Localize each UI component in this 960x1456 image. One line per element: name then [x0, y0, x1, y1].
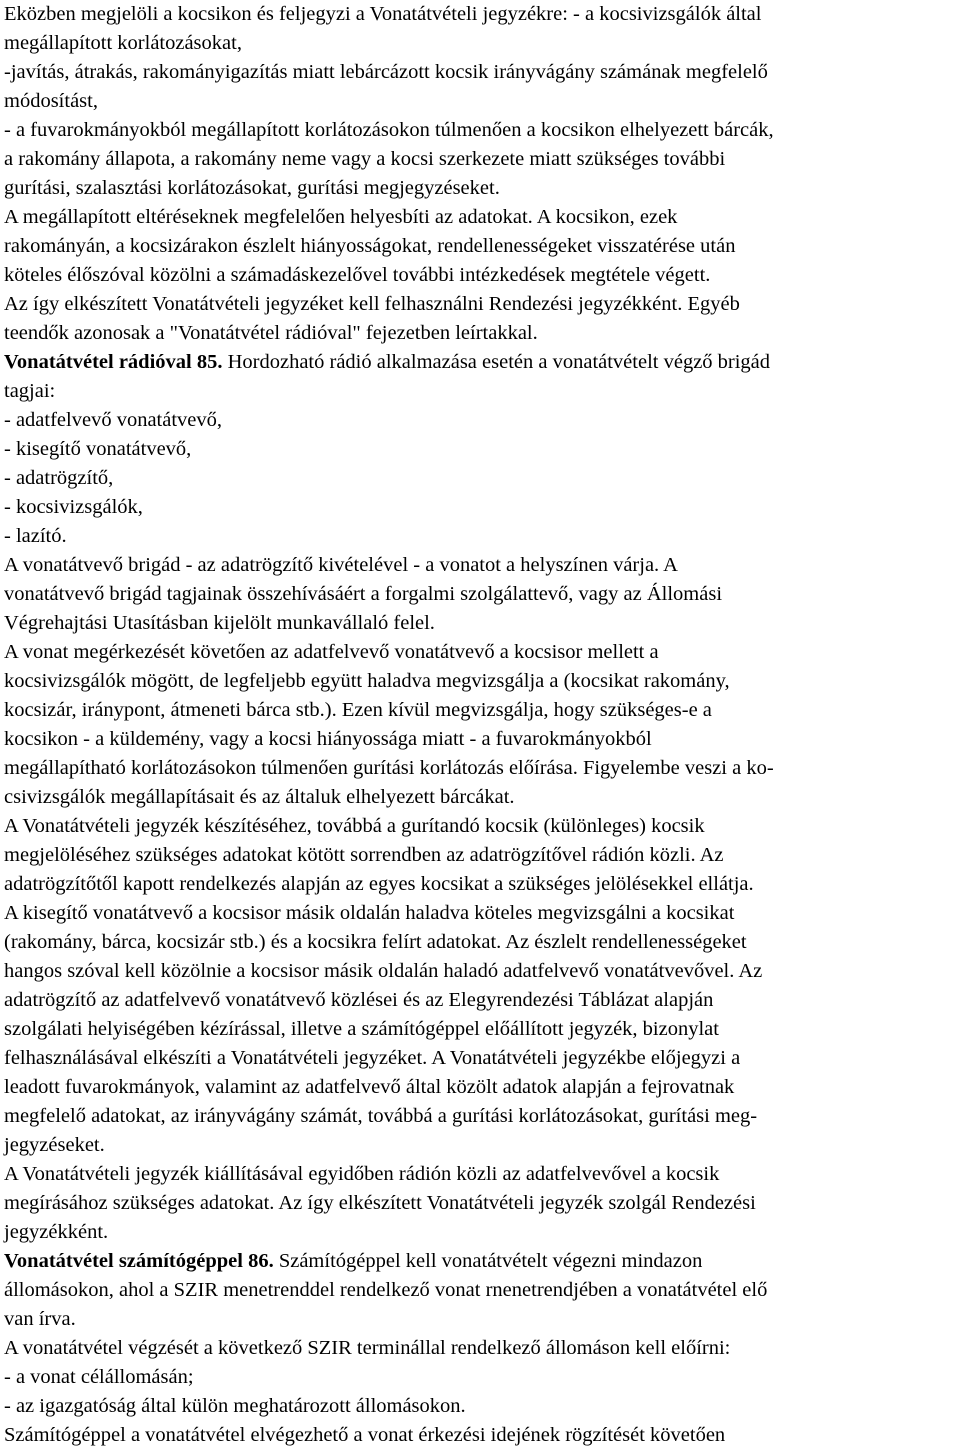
text-line: kocsikon - a küldemény, vagy a kocsi hiányossága miatt - a fuvarokmányokból: [4, 728, 652, 750]
text-line: -javítás, átrakás, rakományigazítás miatt lebárcázott kocsik irányvágány számának megfelelő: [4, 61, 768, 83]
text-line: Végrehajtási Utasításban kijelölt munkavállaló felel.: [4, 612, 435, 634]
text-line: adatrögzítő az adatfelvevő vonatátvevő közlései és az Elegyrendezési Táblázat alapján: [4, 989, 714, 1011]
text-line: leadott fuvarokmányok, valamint az adatfelvevő által közölt adatok alapján a fejrovatnak: [4, 1076, 735, 1098]
text-line: - adatfelvevő vonatátvevő,: [4, 409, 223, 431]
text-line: felhasználásával elkészíti a Vonatátvételi jegyzéket. A Vonatátvételi jegyzékbe előjegyzi a: [4, 1047, 741, 1069]
text-line: A kisegítő vonatátvevő a kocsisor másik oldalán haladva köteles megvizsgálni a kocsikat: [4, 902, 735, 924]
text-line: - kisegítő vonatátvevő,: [4, 438, 192, 460]
text-line: A vonatátvevő brigád - az adatrögzítő kivételével - a vonatot a helyszínen várja. A: [4, 554, 678, 576]
text-line: köteles élőszóval közölni a számadáskezelővel további intézkedések megtétele végett.: [4, 264, 711, 286]
text-line: gurítási, szalasztási korlátozásokat, gurítási megjegyzéseket.: [4, 177, 500, 199]
text-line: megírásához szükséges adatokat. Az így elkészített Vonatátvételi jegyzék szolgál Rendezési: [4, 1192, 756, 1214]
text-line: A Vonatátvételi jegyzék kiállításával egyidőben rádión közli az adatfelvevővel a kocsik: [4, 1163, 720, 1185]
text-line: [4, 1247, 956, 1276]
text-line: - az igazgatóság által külön meghatározott állomásokon.: [4, 1395, 466, 1417]
text-line: (rakomány, bárca, kocsizár stb.) és a kocsikra felírt adatokat. Az észlelt rendellenességeket: [4, 931, 747, 953]
text-line: A vonatátvétel végzését a következő SZIR terminállal rendelkező állomáson kell előírni:: [4, 1337, 731, 1359]
text-line: teendők azonosak a "Vonatátvétel rádióval" fejezetben leírtakkal.: [4, 322, 538, 344]
text-line: szolgálati helyiségében kézírással, illetve a számítógéppel előállított jegyzék, bizonylat: [4, 1018, 719, 1040]
text-line: A Vonatátvételi jegyzék készítéséhez, továbbá a gurítandó kocsik (különleges) kocsik: [4, 815, 705, 837]
text-line: megfelelő adatokat, az irányvágány számát, továbbá a gurítási korlátozásokat, gurítási meg-: [4, 1105, 758, 1127]
text-line: állomásokon, ahol a SZIR menetrenddel rendelkező vonat rnenetrendjében a vonatátvétel elő: [4, 1279, 768, 1301]
text-line: - lazító.: [4, 525, 67, 547]
text-line: jegyzéseket.: [4, 1134, 105, 1156]
text-line: jegyzékként.: [4, 1221, 109, 1243]
text-line: [4, 348, 956, 377]
text-line: tagjai:: [4, 380, 56, 402]
text-line: megjelöléséhez szükséges adatokat kötött sorrendben az adatrögzítővel rádión közli. Az: [4, 844, 724, 866]
text-line: Eközben megjelöli a kocsikon és feljegyzi a Vonatátvételi jegyzékre: - a kocsivizsgálók által: [4, 3, 762, 25]
text-line: megállapítható korlátozásokon túlmenően gurítási korlátozás előírása. Figyelembe veszi a ko-: [4, 757, 774, 779]
section-text: Számítógéppel kell vonatátvételt végezni mindazon: [273, 1250, 703, 1272]
document-page: [4, 0, 956, 1450]
text-line: Az így elkészített Vonatátvételi jegyzéket kell felhasználni Rendezési jegyzékként. Egyéb: [4, 293, 740, 315]
section-heading: Vonatátvétel rádióval 85.: [4, 351, 223, 373]
text-line: hangos szóval kell közölnie a kocsisor másik oldalán haladó adatfelvevő vonatátvevővel. Az: [4, 960, 763, 982]
text-line: kocsizár, iránypont, átmeneti bárca stb.). Ezen kívül megvizsgálja, hogy szükséges-e a: [4, 699, 712, 721]
section-heading: Vonatátvétel számítógéppel 86.: [4, 1250, 274, 1272]
text-line: csivizsgálók megállapításait és az általuk elhelyezett bárcákat.: [4, 786, 515, 808]
text-line: Számítógéppel a vonatátvétel elvégezhető a vonat érkezési idejének rögzítését követően: [4, 1424, 726, 1446]
text-line: megállapított korlátozásokat,: [4, 32, 242, 54]
text-line: A megállapított eltéréseknek megfelelően helyesbíti az adatokat. A kocsikon, ezek: [4, 206, 678, 228]
text-line: kocsivizsgálók mögött, de legfeljebb együtt haladva megvizsgálja a (kocsikat rakomány,: [4, 670, 730, 692]
text-line: A vonat megérkezését követően az adatfelvevő vonatátvevő a kocsisor mellett a: [4, 641, 659, 663]
text-line: a rakomány állapota, a rakomány neme vagy a kocsi szerkezete miatt szükséges további: [4, 148, 726, 170]
text-line: - kocsivizsgálók,: [4, 496, 143, 518]
text-line: módosítást,: [4, 90, 98, 112]
section-text: Hordozható rádió alkalmazása esetén a vonatátvételt végző brigád: [222, 351, 771, 373]
text-line: rakományán, a kocsizárakon észlelt hiányosságokat, rendellenességeket visszatérése után: [4, 235, 736, 257]
text-line: adatrögzítőtől kapott rendelkezés alapján az egyes kocsikat a szükséges jelölésekkel ellátja.: [4, 873, 754, 895]
text-line: - a fuvarokmányokból megállapított korlátozásokon túlmenően a kocsikon elhelyezett bárcák,: [4, 119, 774, 141]
text-line: - adatrögzítő,: [4, 467, 114, 489]
text-line: van írva.: [4, 1308, 76, 1330]
text-line: vonatátvevő brigád tagjainak összehívásáért a forgalmi szolgálattevő, vagy az Állomási: [4, 583, 723, 605]
text-line: - a vonat célállomásán;: [4, 1366, 194, 1388]
